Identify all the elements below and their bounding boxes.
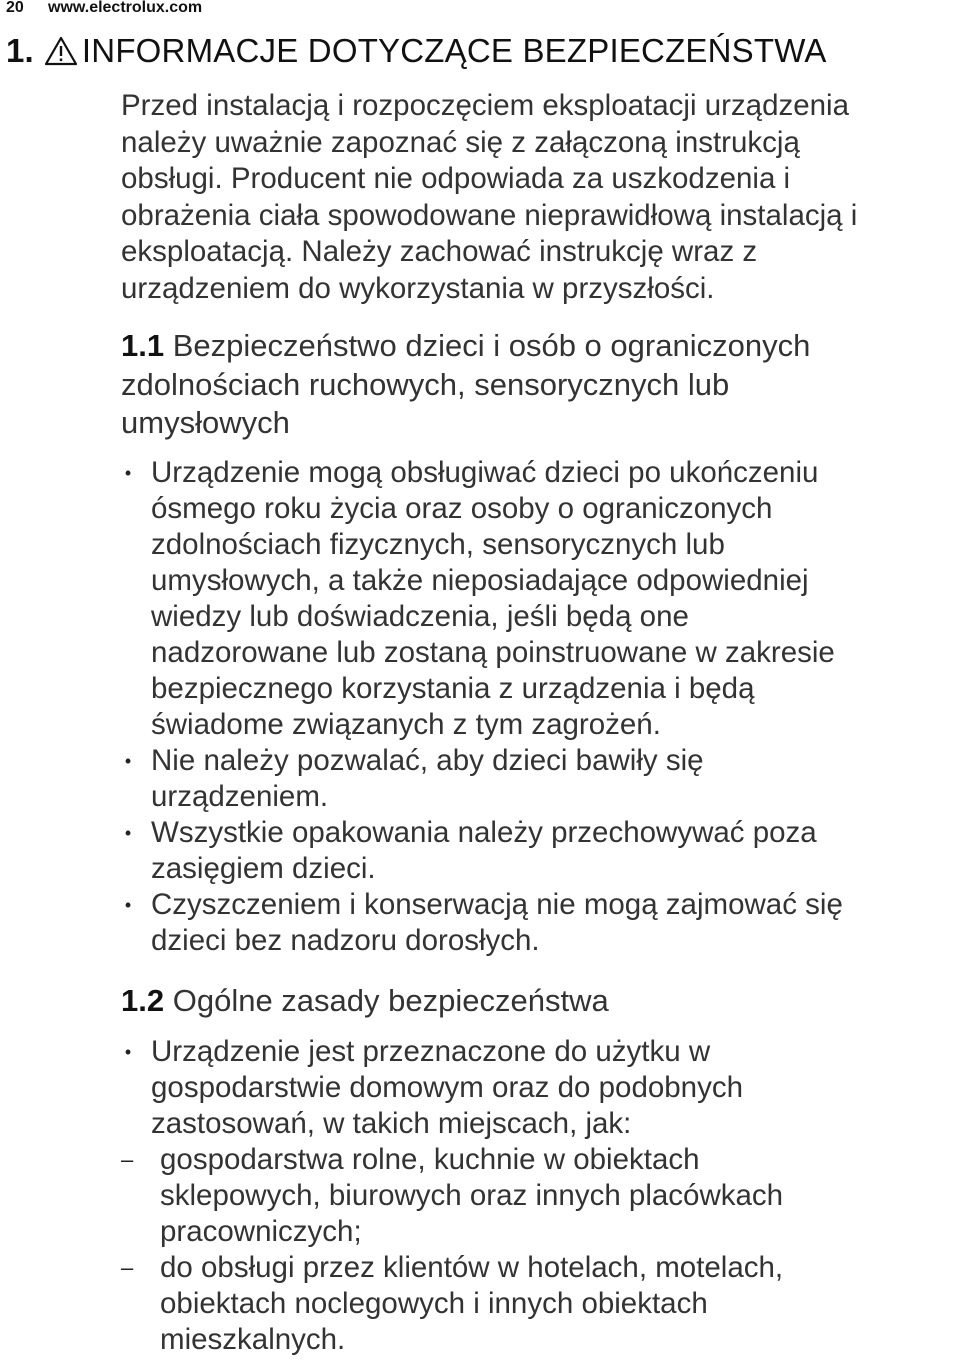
dash-icon: – [121, 1147, 134, 1172]
section-1-heading [6, 29, 827, 77]
bullet-icon: • [124, 823, 132, 843]
bullet-icon: • [124, 1042, 132, 1062]
section-1-2-title: Ogólne zasady bezpieczeństwa [172, 983, 609, 1018]
section-1-1-title-line: zdolnościach ruchowych, sensorycznych lub [121, 366, 730, 402]
intro-line: Przed instalacją i rozpoczęciem eksploatacji urządzenia [121, 89, 850, 122]
section-1-2-bullet-list [121, 1034, 941, 1358]
bullet-icon: • [124, 895, 132, 915]
list-item: • Nie należy pozwalać, aby dzieci bawiły się urządzeniem. [121, 743, 941, 815]
bullet-icon: • [124, 463, 132, 483]
warning-triangle-icon [44, 33, 78, 77]
section-1-1-bullet-list [121, 455, 941, 959]
intro-line: urządzeniem do wykorzystania w przyszłości. [121, 271, 715, 305]
sub-list-item: – do obsługi przez klientów w hotelach, motelach, obiektach noclegowych i innych obiektach mieszkalnych. [121, 1251, 784, 1356]
section-1-2-heading [121, 982, 941, 1021]
section-1-number: 1. [6, 32, 34, 69]
list-item: • Urządzenie mogą obsługiwać dzieci po ukończeniu ósmego roku życia oraz osoby o ograniczonych zdolnościach fizycznych, sensorycznych lub umysłowych, a także nieposiadające odpowiedniej wiedzy lub doświadczenia, jeśli będą one nadzorowane lub zostaną poinstruowane w zakresie bezpiecznego korzystania z urządzenia i będą świadome związanych z tym zagrożeń. [121, 455, 941, 743]
bullet-icon: • [124, 751, 132, 771]
section-1-1-title-line: Bezpieczeństwo dzieci i osób o ograniczonych [172, 328, 811, 363]
section-1-2-number: 1.2 [121, 983, 165, 1018]
section-1-1-title-line: umysłowych [121, 405, 290, 440]
page-header [6, 0, 202, 18]
dash-icon: – [121, 1255, 134, 1280]
list-item: • Wszystkie opakowania należy przechowywać poza zasięgiem dzieci. [121, 815, 941, 887]
sub-list-item: – gospodarstwa rolne, kuchnie w obiektach sklepowych, biurowych oraz innych placówkach pracowniczych; [121, 1143, 784, 1248]
page-number: 20 [6, 0, 24, 16]
sub-list [121, 1142, 941, 1358]
website-url: www.electrolux.com [48, 0, 203, 16]
intro-line: należy uważnie zapoznać się z załączoną instrukcją [121, 125, 800, 159]
list-item: • Urządzenie jest przeznaczone do użytku w gospodarstwie domowym oraz do podobnych zastosowań, w takich miejscach, jak: – gospodarstwa rolne, kuchnie w obiektach sklepowych, biurowych oraz innych placówkach pracowniczych; – do obsługi przez klientów w hotelach, motelach, obiektach noclegowych i innych obiektach mieszkalnych. [121, 1034, 941, 1358]
intro-line: obsługi. Producent nie odpowiada za uszkodzenia i [121, 162, 791, 195]
section-1-1-heading [121, 327, 941, 443]
list-item: • Czyszczeniem i konserwacją nie mogą zajmować się dzieci bez nadzoru dorosłych. [121, 887, 941, 959]
section-1-1-number: 1.1 [121, 328, 165, 363]
intro-line: eksploatacją. Należy zachować instrukcję wraz z [121, 235, 758, 268]
section-1-title: INFORMACJE DOTYCZĄCE BEZPIECZEŃSTWA [81, 32, 827, 69]
intro-line: obrażenia ciała spowodowane nieprawidłową instalacją i [121, 198, 858, 232]
intro-paragraph [121, 88, 960, 307]
